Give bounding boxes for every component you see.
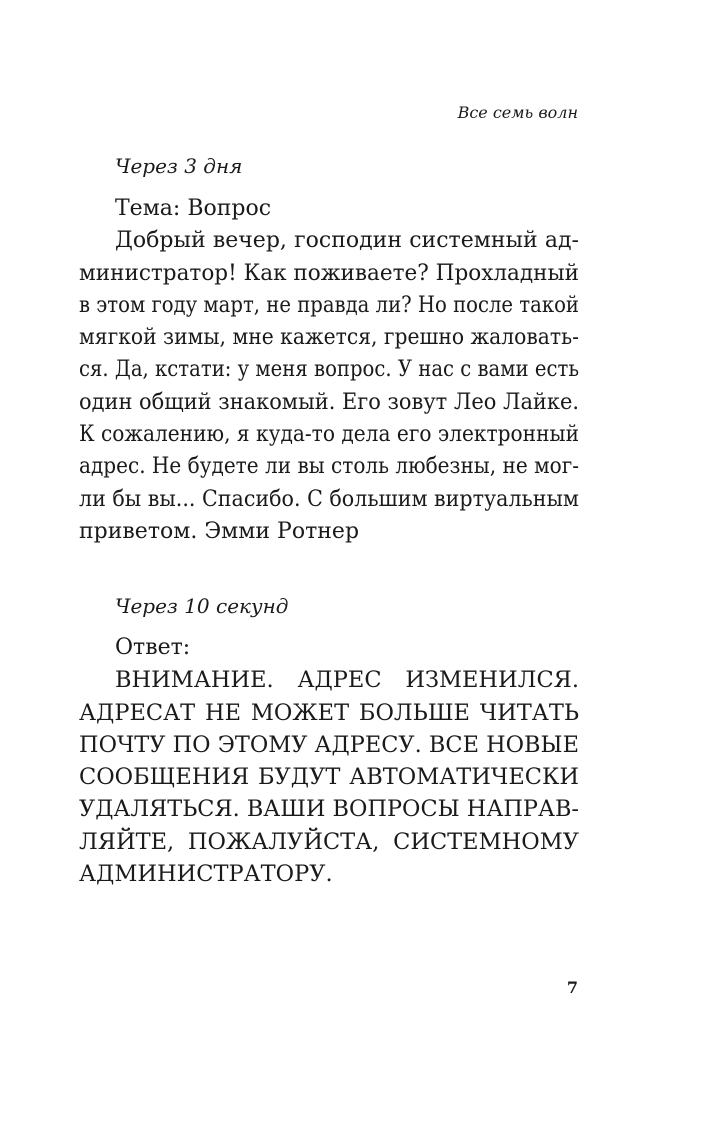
message1-body [79, 193, 579, 548]
message1-line: ся. Да, кстати: у меня вопрос. У нас с вами есть [79, 357, 580, 383]
message1-line: адрес. Не будете ли вы столь любезны, не мог- [79, 454, 580, 480]
message1-line: министратор! Как поживаете? Прохладный [79, 260, 579, 286]
page-number: 7 [566, 978, 578, 997]
message2-label: Ответ: [115, 635, 191, 660]
message1-line: в этом году март, не правда ли? Но после такой [79, 292, 580, 318]
message2-line: АДРЕСАТ НЕ МОЖЕТ БОЛЬШЕ ЧИТАТЬ [79, 699, 579, 726]
message1-line: К сожалению, я куда-то дела его электронный [79, 422, 580, 448]
message1-line: Добрый вечер, господин системный ад- [115, 228, 579, 254]
message2-line: УДАЛЯТЬСЯ. ВАШИ ВОПРОСЫ НАПРАВ- [79, 796, 580, 823]
message2-body [79, 632, 579, 890]
message2-line: ПОЧТУ ПО ЭТОМУ АДРЕСУ. ВСЕ НОВЫЕ [79, 731, 579, 758]
message1-line: ли бы вы... Спасибо. С большим виртуальным [79, 486, 579, 512]
message1-timestamp: Через 3 дня [115, 154, 243, 178]
message1-line: приветом. Эмми Ротнер [79, 518, 360, 544]
message1-line: мягкой зимы, мне кажется, грешно жаловать- [79, 325, 580, 351]
message2-line: ЛЯЙТЕ, ПОЖАЛУЙСТА, СИСТЕМНОМУ [79, 828, 579, 855]
running-head: Все семь волн [457, 103, 578, 122]
message2-line: ВНИМАНИЕ. АДРЕС ИЗМЕНИЛСЯ. [115, 667, 579, 694]
message2-line: АДМИНИСТРАТОРУ. [79, 861, 333, 888]
message1-subject: Тема: Вопрос [115, 196, 272, 221]
message2-line: СООБЩЕНИЯ БУДУТ АВТОМАТИЧЕСКИ [79, 764, 579, 791]
message2-timestamp: Через 10 секунд [115, 594, 289, 618]
message1-line: один общий знакомый. Его зовут Лео Лайке. [79, 389, 580, 415]
